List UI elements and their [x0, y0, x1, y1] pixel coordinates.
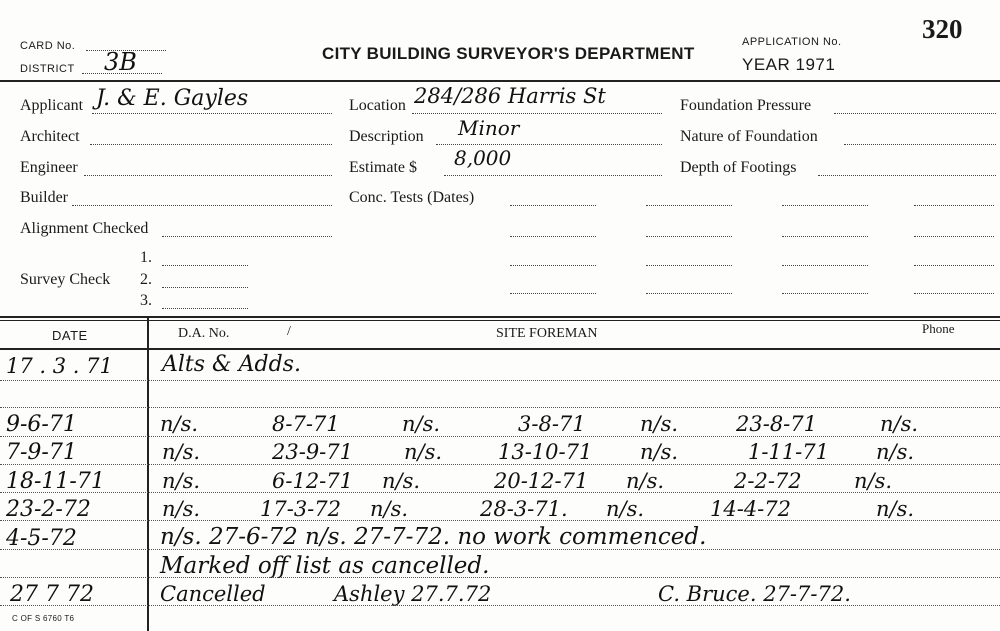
site-foreman-header: SITE FOREMAN [496, 326, 598, 341]
log-entry: 3-8-71 [518, 412, 586, 436]
ruled-line [0, 577, 1000, 578]
log-entry: n/s. [854, 469, 893, 493]
phone-header: Phone [922, 321, 955, 336]
nature-foundation-label: Nature of Foundation [680, 128, 818, 145]
applicant-line [92, 113, 332, 114]
log-entry: Alts & Adds. [162, 352, 301, 377]
survey-line-2 [162, 287, 248, 288]
ruled-line [0, 407, 1000, 408]
architect-label: Architect [20, 128, 80, 145]
nature-foundation-line [844, 144, 996, 145]
district-value: 3B [104, 48, 137, 76]
foundation-pressure-line [834, 113, 996, 114]
log-entry: 13-10-71 [498, 440, 593, 464]
conc-test-line [914, 293, 994, 294]
log-date: 7-9-71 [6, 440, 77, 465]
log-entry: n/s. [404, 440, 443, 464]
description-line [436, 144, 662, 145]
log-entry: n/s. [402, 412, 441, 436]
log-entry: 6-12-71 [272, 469, 353, 493]
da-no-header: D.A. No. [178, 326, 230, 341]
conc-test-line [510, 293, 596, 294]
estimate-label: Estimate $ [349, 159, 417, 176]
ruled-line [0, 464, 1000, 465]
conc-test-line [646, 236, 732, 237]
log-date: 23-2-72 [6, 497, 91, 522]
district-label: DISTRICT [20, 63, 75, 75]
alignment-line [162, 236, 332, 237]
log-entry: Cancelled [160, 582, 266, 606]
location-label: Location [349, 97, 406, 114]
card-no-label: CARD No. [20, 40, 76, 52]
form-code: C OF S 6760 T6 [12, 614, 75, 623]
department-title: CITY BUILDING SURVEYOR'S DEPARTMENT [322, 44, 695, 63]
estimate-value: 8,000 [454, 146, 512, 170]
table-top-rule [0, 316, 1000, 318]
builder-label: Builder [20, 189, 68, 206]
location-line [412, 113, 662, 114]
log-date: 17 . 3 . 71 [6, 354, 113, 378]
location-value: 284/286 Harris St [414, 84, 606, 108]
conc-test-line [510, 265, 596, 266]
depth-footings-line [818, 175, 996, 176]
log-entry: 1-11-71 [748, 440, 829, 464]
alignment-label: Alignment Checked [20, 220, 149, 237]
initials-entry: C. Bruce. 27-7-72. [658, 582, 851, 606]
applicant-value: J. & E. Gayles [96, 86, 249, 111]
application-number: 320 [922, 14, 963, 44]
description-label: Description [349, 128, 424, 145]
log-entry: n/s. [162, 497, 201, 521]
log-entry: 23-8-71 [736, 412, 817, 436]
log-entry: 23-9-71 [272, 440, 353, 464]
log-date: 4-5-72 [6, 526, 77, 551]
log-entry: n/s. [382, 469, 421, 493]
conc-test-line [914, 265, 994, 266]
survey-num-3: 3. [140, 292, 152, 309]
log-entry: n/s. [640, 440, 679, 464]
survey-line-1 [162, 265, 248, 266]
ruled-line [0, 380, 1000, 381]
engineer-line [84, 175, 332, 176]
log-entry: n/s. [606, 497, 645, 521]
conc-test-line [782, 236, 868, 237]
survey-num-1: 1. [140, 249, 152, 266]
survey-line-3 [162, 308, 248, 309]
architect-line [90, 144, 332, 145]
ruled-line [0, 436, 1000, 437]
log-entry: 14-4-72 [710, 497, 791, 521]
conc-test-line [510, 205, 596, 206]
conc-test-line [782, 293, 868, 294]
conc-test-line [782, 205, 868, 206]
log-entry: n/s. [160, 412, 199, 436]
application-label: APPLICATION No. [742, 36, 842, 48]
log-entry: n/s. 27-6-72 n/s. 27-7-72. no work commenced. [160, 524, 707, 550]
conc-test-line [782, 265, 868, 266]
log-entry: n/s. [876, 497, 915, 521]
signature: Ashley 27.7.72 [334, 582, 492, 606]
log-entry: n/s. [162, 469, 201, 493]
log-entry: n/s. [640, 412, 679, 436]
engineer-label: Engineer [20, 159, 78, 176]
survey-num-2: 2. [140, 271, 152, 288]
header-divider [0, 80, 1000, 82]
table-top-rule [0, 320, 1000, 321]
conc-test-line [914, 236, 994, 237]
date-header: DATE [52, 328, 88, 343]
log-entry: 20-12-71 [494, 469, 589, 493]
log-entry: 8-7-71 [272, 412, 340, 436]
conc-test-line [510, 236, 596, 237]
conc-test-line [646, 265, 732, 266]
log-entry: 28-3-71. [480, 497, 568, 521]
date-column-rule [147, 318, 149, 631]
da-slash: / [287, 324, 291, 339]
header-bottom-rule [0, 348, 1000, 350]
description-value: Minor [458, 116, 520, 140]
log-date: 18-11-71 [6, 469, 105, 494]
log-date: 9-6-71 [6, 412, 77, 437]
log-entry: 17-3-72 [260, 497, 341, 521]
applicant-label: Applicant [20, 97, 84, 114]
estimate-line [444, 175, 662, 176]
conc-test-line [646, 293, 732, 294]
year-label: YEAR 1971 [742, 55, 836, 74]
foundation-pressure-label: Foundation Pressure [680, 97, 812, 114]
log-entry: n/s. [162, 440, 201, 464]
depth-footings-label: Depth of Footings [680, 159, 797, 176]
conc-tests-label: Conc. Tests (Dates) [349, 189, 475, 206]
builder-line [72, 205, 332, 206]
conc-test-line [914, 205, 994, 206]
log-entry: n/s. [626, 469, 665, 493]
log-date: 27 7 72 [10, 582, 94, 607]
conc-test-line [646, 205, 732, 206]
log-entry: n/s. [880, 412, 919, 436]
log-entry: 2-2-72 [734, 469, 802, 493]
log-entry: Marked off list as cancelled. [160, 553, 490, 579]
survey-check-label: Survey Check [20, 271, 111, 288]
log-entry: n/s. [876, 440, 915, 464]
log-entry: n/s. [370, 497, 409, 521]
